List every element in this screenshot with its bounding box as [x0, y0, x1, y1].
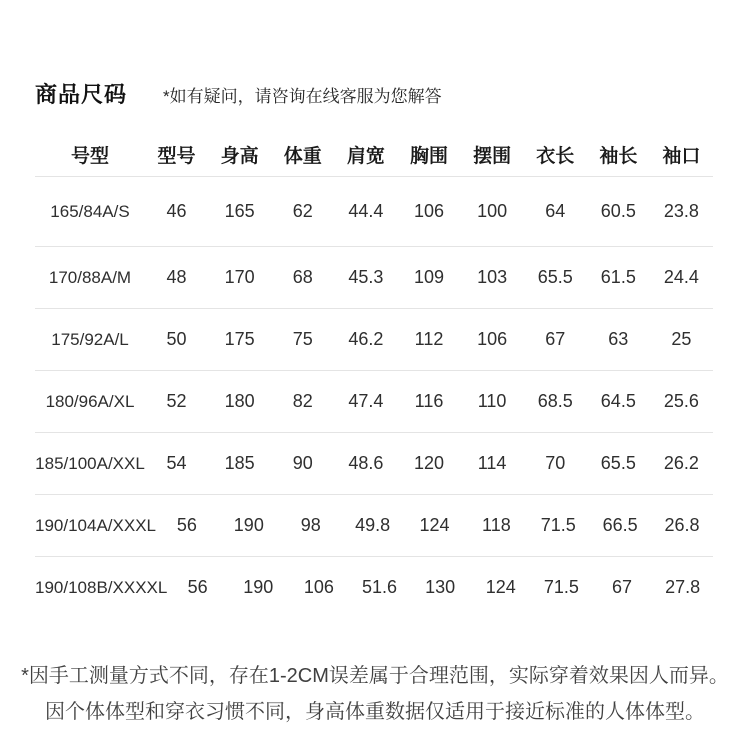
column-header: 身高: [220, 145, 259, 167]
table-cell: 54: [166, 453, 187, 473]
table-cell: 49.8: [355, 515, 391, 535]
table-cell: 109: [413, 267, 445, 287]
table-cell: 66.5: [602, 515, 638, 535]
table-cell: 48.6: [348, 453, 384, 473]
table-cell: 71.5: [543, 577, 579, 597]
size-chart-header: [0, 0, 750, 107]
table-cell: 65.5: [537, 267, 573, 287]
table-row: [35, 246, 713, 308]
table-cell: 56: [176, 515, 197, 535]
table-cell: 70: [545, 453, 566, 473]
size-label-cell: 170/88A/M: [48, 267, 132, 287]
table-cell: 51.6: [361, 577, 398, 597]
table-cell: 45.3: [348, 267, 384, 287]
column-header: 摆围: [473, 145, 512, 167]
table-cell: 106: [477, 329, 508, 349]
table-cell: 114: [477, 453, 507, 473]
table-header-row: [35, 132, 713, 176]
table-cell: 90: [292, 453, 313, 473]
table-row: [35, 432, 713, 494]
table-cell: 71.5: [540, 515, 576, 535]
table-cell: 82: [292, 391, 313, 411]
table-cell: 60.5: [600, 201, 636, 221]
column-header: 型号: [157, 145, 196, 167]
table-cell: 47.4: [348, 391, 384, 411]
table-cell: 165: [224, 201, 255, 221]
table-cell: 62: [292, 201, 313, 221]
table-body: [35, 176, 713, 618]
table-row: [35, 308, 713, 370]
table-cell: 110: [477, 391, 507, 411]
size-label-cell: 185/100A/XXL: [35, 453, 145, 473]
table-cell: 175: [224, 329, 255, 349]
table-cell: 26.8: [664, 515, 700, 535]
measurement-disclaimer: [0, 658, 750, 730]
disclaimer-line-2: 因个体体型和穿衣习惯不同，身高体重数据仅适用于接近标准的人体体型。: [45, 701, 705, 723]
column-header: 衣长: [536, 145, 575, 167]
table-row: [35, 176, 713, 246]
size-label-cell: 165/84A/S: [50, 201, 130, 221]
table-cell: 67: [545, 329, 566, 349]
table-cell: 67: [612, 577, 633, 597]
column-header: 体重: [283, 145, 322, 167]
table-cell: 170: [224, 267, 255, 287]
column-header: 袖长: [599, 145, 638, 167]
table-cell: 100: [477, 201, 508, 221]
table-cell: 25.6: [663, 391, 699, 411]
table-cell: 120: [413, 453, 445, 473]
table-cell: 52: [166, 391, 187, 411]
table-cell: 118: [482, 515, 511, 535]
table-cell: 75: [292, 329, 313, 349]
table-cell: 24.4: [663, 267, 699, 287]
table-cell: 63: [608, 329, 629, 349]
table-cell: 64: [545, 201, 566, 221]
table-cell: 26.2: [663, 453, 699, 473]
column-header: 袖口: [662, 145, 701, 167]
table-cell: 185: [224, 453, 255, 473]
table-cell: 50: [166, 329, 187, 349]
table-cell: 116: [414, 391, 444, 411]
table-cell: 112: [414, 329, 444, 349]
table-cell: 44.4: [348, 201, 384, 221]
table-cell: 27.8: [665, 577, 701, 597]
disclaimer-line-1: *因手工测量方式不同，存在1-2CM误差属于合理范围，实际穿着效果因人而异。: [21, 665, 729, 687]
size-label-cell: 180/96A/XL: [45, 391, 135, 411]
table-cell: 190: [233, 515, 264, 535]
column-header: 胸围: [409, 145, 448, 167]
table-cell: 103: [477, 267, 508, 287]
table-cell: 180: [224, 391, 255, 411]
table-cell: 124: [485, 577, 516, 597]
table-cell: 130: [425, 577, 456, 597]
table-cell: 46.2: [348, 329, 384, 349]
customer-service-note: *如有疑问，请咨询在线客服为您解答: [163, 87, 442, 106]
table-cell: 56: [187, 577, 208, 597]
table-cell: 106: [413, 201, 445, 221]
table-cell: 124: [419, 515, 450, 535]
table-cell: 106: [303, 577, 334, 597]
table-cell: 68: [292, 267, 313, 287]
size-label-cell: 190/108B/XXXXL: [35, 577, 168, 597]
table-cell: 25: [671, 329, 692, 349]
table-cell: 98: [300, 515, 321, 535]
column-header: 肩宽: [346, 145, 385, 167]
column-header: 号型: [70, 145, 109, 167]
table-cell: 64.5: [600, 391, 636, 411]
table-cell: 23.8: [663, 201, 699, 221]
table-cell: 65.5: [600, 453, 636, 473]
table-cell: 61.5: [600, 267, 636, 287]
page-title: 商品尺码: [35, 82, 128, 107]
table-cell: 46: [166, 201, 187, 221]
size-label-cell: 190/104A/XXXL: [35, 515, 156, 535]
table-row: [35, 556, 713, 618]
table-row: [35, 494, 713, 556]
table-cell: 190: [243, 577, 274, 597]
table-row: [35, 370, 713, 432]
size-table: [35, 132, 713, 618]
table-cell: 48: [166, 267, 187, 287]
table-cell: 68.5: [537, 391, 573, 411]
size-label-cell: 175/92A/L: [51, 329, 129, 349]
